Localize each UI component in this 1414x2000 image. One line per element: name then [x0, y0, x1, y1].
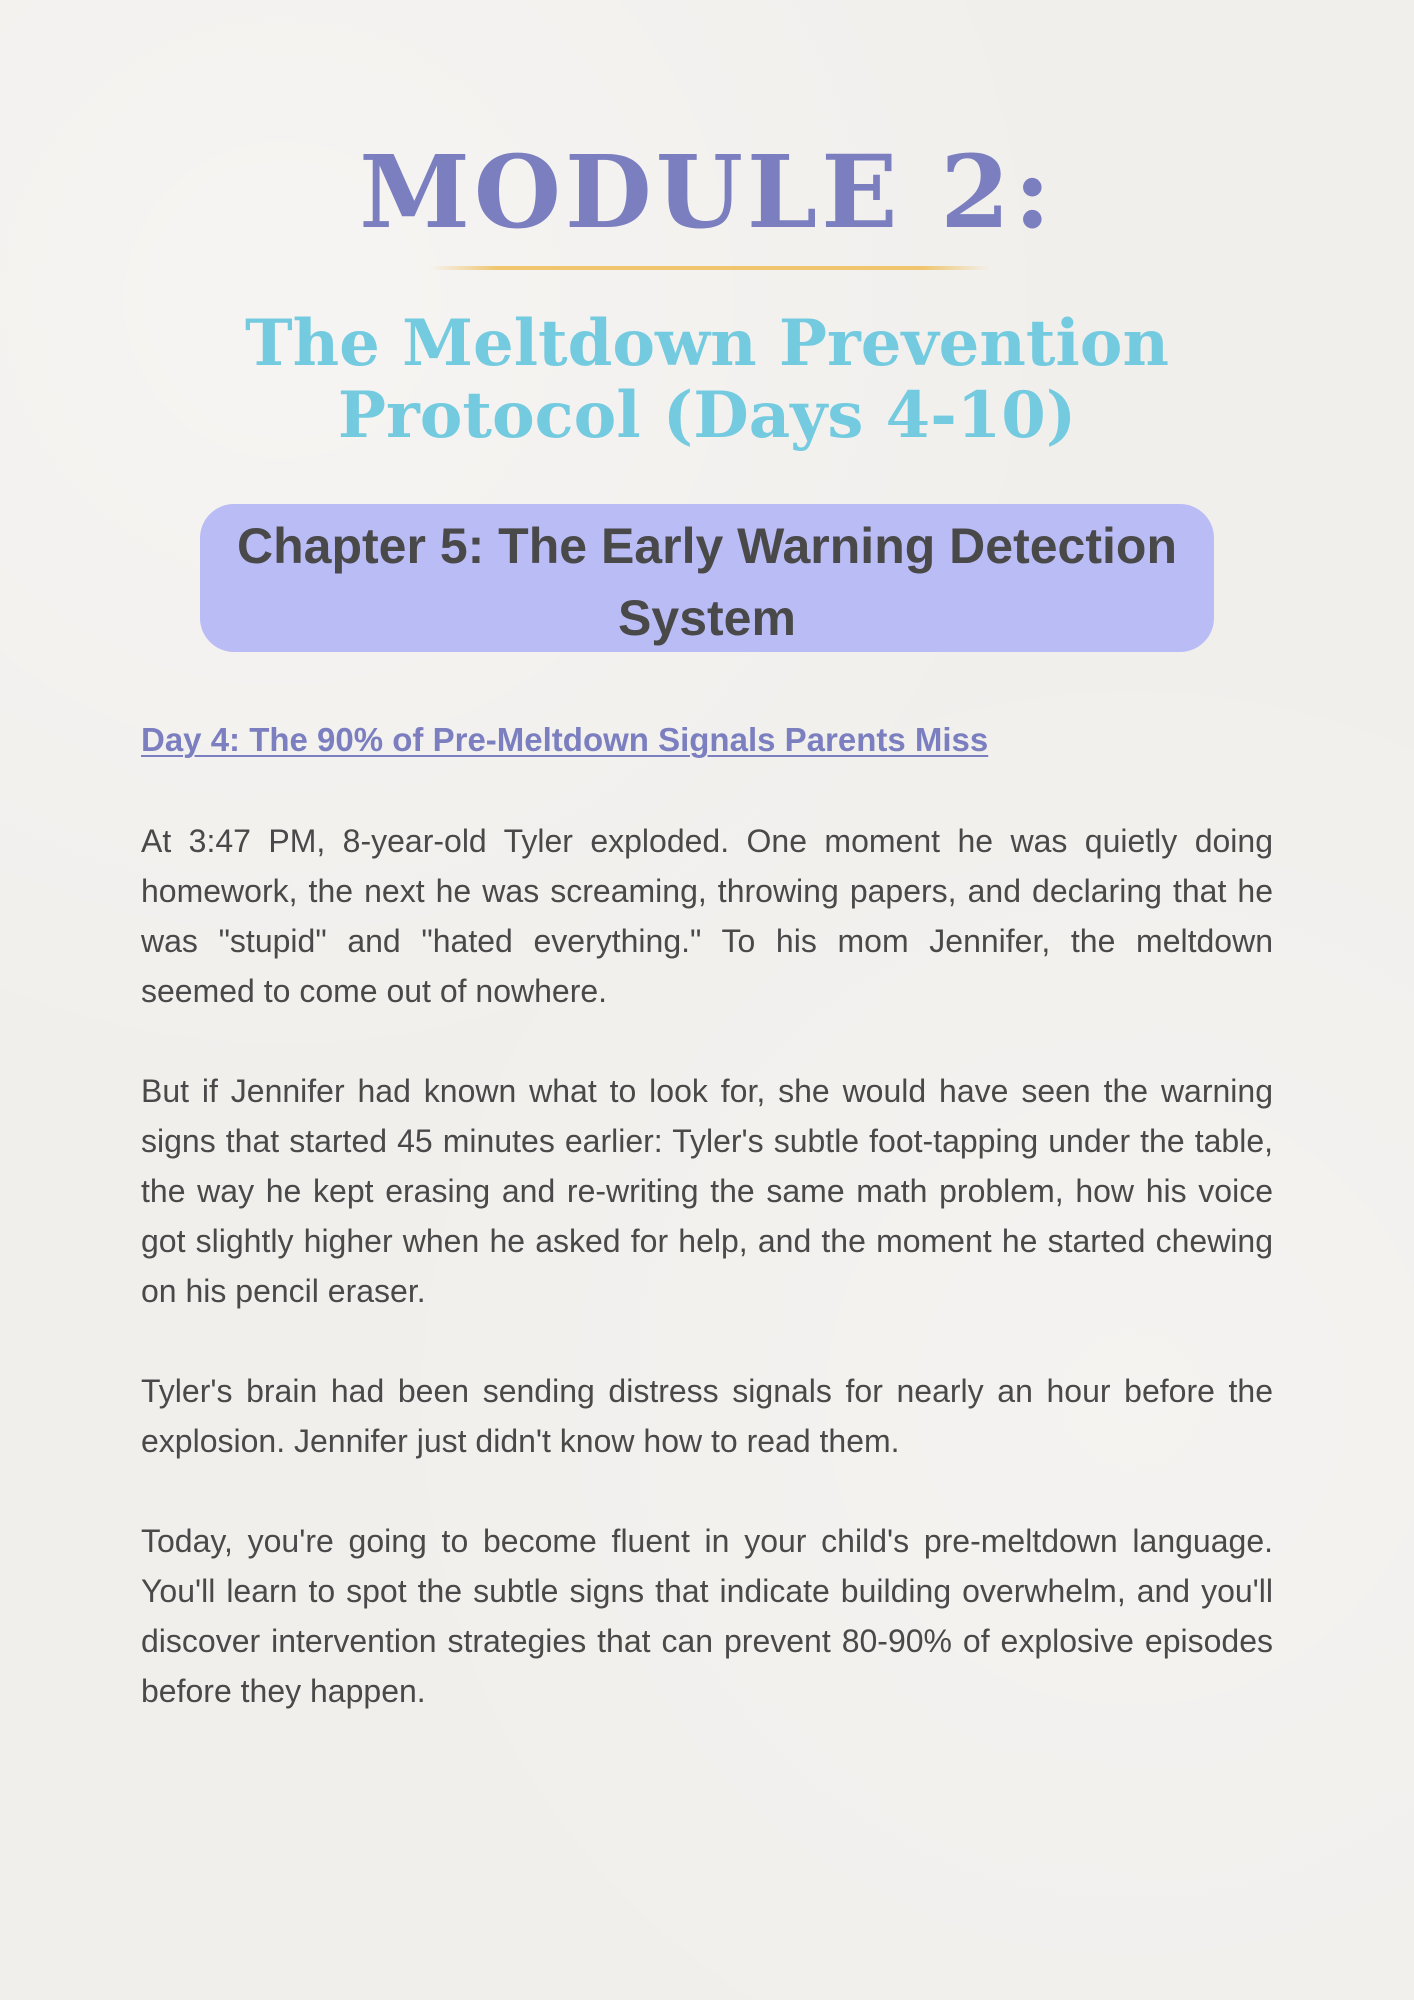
module-subtitle-line-2: Protocol (Days 4-10) [337, 378, 1077, 453]
body-text [141, 816, 1273, 1766]
paragraph: But if Jennifer had known what to look for, she would have seen the warning signs that started 45 minutes earlier: Tyler's subtle foot-tapping under the table, the way he kept erasing and re-writing the same math problem, how his voice got slightly higher when he asked for help, and the moment he started chewing on his pencil eraser. [141, 1073, 1273, 1309]
title-divider [430, 266, 990, 270]
module-title: MODULE 2: [359, 133, 1055, 251]
paragraph: Tyler's brain had been sending distress signals for nearly an hour before the explosion. Jennifer just didn't know how to read them. [141, 1373, 1273, 1459]
paragraph: Today, you're going to become fluent in your child's pre-meltdown language. You'll learn to spot the subtle signs that indicate building overwhelm, and you'll discover intervention strategies that can prevent 80-90% of explosive episodes before they happen. [141, 1523, 1273, 1709]
section-heading: Day 4: The 90% of Pre-Meltdown Signals Parents Miss [141, 721, 989, 758]
chapter-title-line-1: Chapter 5: The Early Warning Detection [237, 518, 1177, 574]
chapter-title-line-2: System [618, 590, 796, 646]
module-subtitle-line-1: The Meltdown Prevention [244, 306, 1170, 381]
paragraph: At 3:47 PM, 8-year-old Tyler exploded. One moment he was quietly doing homework, the next he was screaming, throwing papers, and declaring that he was "stupid" and "hated everything." To his mom Jennifer, the meltdown seemed to come out of nowhere. [141, 823, 1273, 1009]
module-subtitle [0, 308, 1414, 452]
chapter-title [200, 510, 1214, 654]
